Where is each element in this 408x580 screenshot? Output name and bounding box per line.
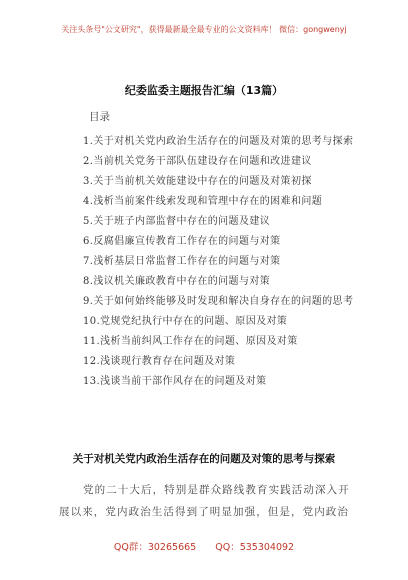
section-title: 关于对机关党内政治生活存在的问题及对策的思考与探索 (72, 453, 336, 465)
qq-label: QQ：535304092 (215, 542, 295, 553)
header-banner: 关注头条号"公文研究"，获得最新最全最专业的公文资料库！ 微信：gongwenyj (61, 25, 347, 34)
toc-item[interactable]: 4.浅析当前案件线索发现和管理中存在的困难和问题 (83, 196, 323, 207)
toc-item[interactable]: 9.关于如何始终能够及时发现和解决自身存在的问题的思考 (83, 296, 354, 307)
document-title: 纪委监委主题报告汇编（13篇） (124, 84, 284, 97)
toc-item[interactable]: 10.党规党纪执行中存在的问题、原因及对策 (83, 316, 288, 327)
table-of-contents (59, 132, 359, 392)
body-paragraph: 党的二十大后，特别是群众路线教育实践活动深入开展以来，党内政治生活得到了明显加强，但是，党内政治 (59, 484, 350, 518)
toc-item[interactable]: 1.关于对机关党内政治生活存在的问题及对策的思考与探索 (83, 136, 354, 147)
footer-contact (0, 539, 408, 553)
toc-item[interactable]: 12.浅谈现行教育存在问题及对策 (83, 356, 236, 367)
toc-item[interactable]: 13.浅谈当前干部作风存在的问题及对策 (83, 376, 267, 387)
toc-item[interactable]: 11.浅析当前纠风工作存在的问题、原因及对策 (83, 336, 298, 347)
toc-item[interactable]: 8.浅议机关廉政教育中存在的问题与对策 (83, 276, 271, 287)
toc-item[interactable]: 7.浅析基层日常监督工作存在的问题与对策 (83, 256, 281, 267)
toc-item[interactable]: 2.当前机关党务干部队伍建设存在问题和改进建议 (83, 156, 312, 167)
toc-heading: 目录 (89, 111, 110, 123)
toc-item[interactable]: 6.反腐倡廉宣传教育工作存在的问题与对策 (83, 236, 281, 247)
toc-item[interactable]: 3.关于当前机关效能建设中存在的问题及对策初探 (83, 176, 312, 187)
qq-group-label: QQ群：30265665 (113, 542, 197, 553)
toc-item[interactable]: 5.关于班子内部监督中存在的问题及建议 (83, 216, 271, 227)
